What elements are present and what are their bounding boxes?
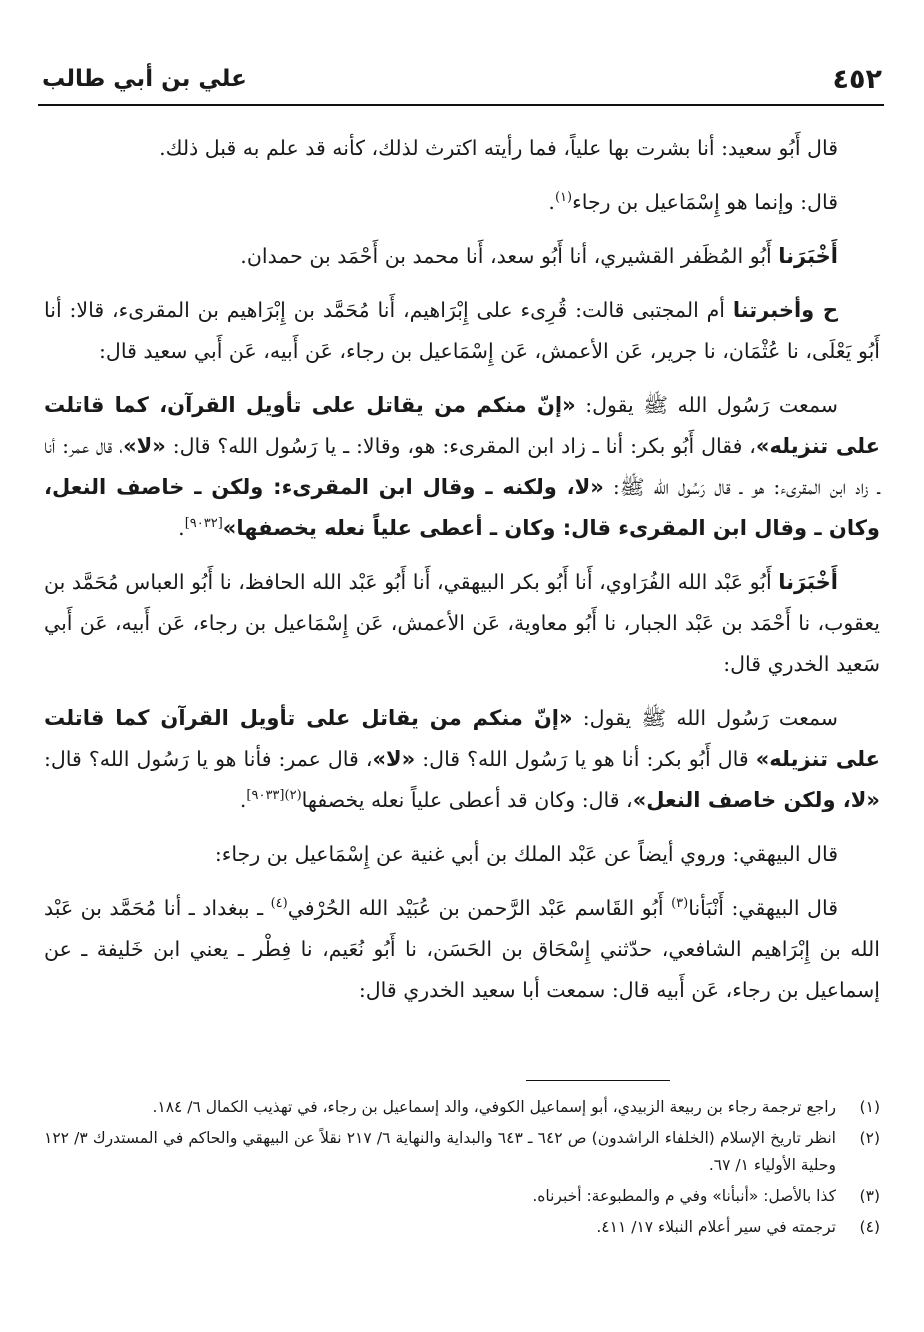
page-number: ٤٥٢	[832, 64, 882, 95]
bold-phrase: أَخْبَرَنا	[778, 244, 838, 268]
text-run: أَبُو المُظَفر القشيري، أنا أَبُو سعد، أَنا محمد بن أَحْمَد بن حمدان.	[240, 244, 779, 268]
text-run: أَبُو عَبْد الله الفُرَاوي، أَنا أَبُو بكر البيهقي، أَنا أَبُو عَبْد الله الحافظ، نا أَبُو العباس مُحَمَّد بن يعقوب، نا أَحْمَد بن عَبْد الجبار، نا أَبُو معاوية، عَن الأعمش، عَن إِسْمَاعيل بن رجاء، عَن أَبيه، عَن أَبي سَعيد الخدري قال:	[44, 570, 880, 676]
paragraph	[44, 182, 880, 223]
footnote-marker: (٣)	[671, 896, 689, 912]
bold-phrase: «لا»	[123, 434, 166, 458]
footnote	[44, 1183, 880, 1210]
text-run: قال أَبُو سعيد: أنا بشرت بها علياً، فما رأيته اكترث لذلك، كأنه قد علم به قبل ذلك.	[159, 136, 838, 160]
paragraph	[44, 236, 880, 277]
text-run: ، قال عمر: أنا ـ زاد ابن المقرىء: هو ـ قال رَسُول الله ﷺ:	[44, 434, 880, 499]
text-run: .	[239, 788, 247, 812]
text-run: ـ ببغداد ـ أنا مُحَمَّد بن عَبْد الله بن إِبْرَاهيم الشافعي، حدّثني إِسْحَاق بن الحَسَن، نا أَبُو نُعَيم، نا فِطْر ـ يعني ابن خَليفة ـ عن إسماعيل بن رجاء، عَن أَبيه قال: سمعت أبا سعيد الخدري قال:	[44, 896, 880, 1002]
footnote	[44, 1094, 880, 1121]
text-run: ، قال عمر: فأنا هو يا رَسُول الله؟ قال:	[44, 747, 373, 771]
footnote-text: انظر تاريخ الإسلام (الخلفاء الراشدون) ص ٦٤٢ ـ ٦٤٣ والبداية والنهاية ٦/ ٢١٧ نقلاً عن البيهقي والحاكم في المستدرك ٣/ ١٢٢ وحلية الأولياء ١/ ٦٧.	[44, 1129, 836, 1174]
paragraph	[44, 128, 880, 169]
text-run: سمعت رَسُول الله ﷺ يقول:	[572, 706, 838, 730]
text-run: سمعت رَسُول الله ﷺ يقول:	[575, 393, 838, 417]
footnote-number: (٢)	[859, 1129, 880, 1147]
bold-phrase: «لا»	[372, 747, 416, 771]
footnote-marker: (١)	[554, 190, 573, 206]
text-run: أم المجتبى قالت: قُرِىء على إِبْرَاهيم، أَنا مُحَمَّد بن إِبْرَاهيم بن المقرىء، قالا: أنا أَبُو يَعْلَى، نا عُثْمَان، نا جرير، عَن الأعمش، عَن إِسْمَاعيل بن رجاء، عَن أَبيه، عَن أَبي سعيد قال:	[44, 298, 880, 363]
bold-phrase: ح وأخبرتنا	[732, 298, 838, 322]
running-title: علي بن أبي طالب	[42, 66, 247, 92]
footnote	[44, 1214, 880, 1241]
footnote-text: ترجمته في سير أعلام النبلاء ١٧/ ٤١١.	[596, 1218, 836, 1236]
paragraph	[44, 888, 880, 1011]
paragraph	[44, 385, 880, 549]
text-run: .	[548, 190, 555, 214]
text-run: قال البيهقي: وروي أيضاً عن عَبْد الملك بن أبي غنية عن إِسْمَاعيل بن رجاء:	[214, 842, 838, 866]
main-text	[44, 128, 880, 1024]
footnote-number: (١)	[859, 1098, 880, 1116]
footnote	[44, 1125, 880, 1179]
bold-phrase: أَخْبَرَنا	[778, 570, 838, 594]
footnote-text: راجع ترجمة رجاء بن ربيعة الزبيدي، أبو إسماعيل الكوفي، والد إسماعيل بن رجاء، في تهذيب الكمال ٦/ ١٨٤.	[152, 1098, 836, 1116]
text-run: ، قال: وكان قد أعطى علياً نعله يخصفها	[301, 788, 633, 812]
paragraph	[44, 834, 880, 875]
paragraph	[44, 562, 880, 685]
footnotes	[44, 1094, 880, 1245]
bold-phrase: «إنّ منكم من يقاتل على تأويل القرآن كما قاتلت على تنزيله»	[44, 706, 880, 771]
text-run: أَبُو القَاسم عَبْد الرَّحمن بن عُبَيْد الله الحُرْفي	[287, 896, 672, 920]
text-run: .	[178, 516, 185, 540]
text-run: قال البيهقي: أَنْبَأنا	[688, 896, 838, 920]
footnote-marker: (٤)	[270, 896, 288, 912]
bold-phrase: «إنّ منكم من يقاتل على تأويل القرآن، كما قاتلت على تنزيله»	[44, 393, 880, 458]
text-run: ، فقال أَبُو بكر: أنا ـ زاد ابن المقرىء: هو، وقالا: ـ يا رَسُول الله؟ قال:	[165, 434, 756, 458]
footnote-text: كذا بالأصل: «أنبأنا» وفي م والمطبوعة: أخبرناه.	[532, 1187, 836, 1205]
footnote-marker: (٢)[٩٠٣٣]	[246, 788, 302, 804]
page-header	[38, 60, 884, 106]
paragraph	[44, 698, 880, 821]
text-run: قال أَبُو بكر: أنا هو يا رَسُول الله؟ قال:	[415, 747, 756, 771]
footnote-number: (٣)	[859, 1187, 880, 1205]
footnote-marker: [٩٠٣٢]	[184, 516, 223, 532]
footnote-number: (٤)	[859, 1218, 880, 1236]
bold-phrase: «لا، ولكنه ـ وقال ابن المقرىء: ولكن ـ خاصف النعل، وكان ـ وقال ابن المقرىء قال: وكان ـ أعطى علياً نعله يخصفها»	[44, 475, 880, 540]
bold-phrase: «لا، ولكن خاصف النعل»	[632, 788, 880, 812]
paragraph	[44, 290, 880, 372]
text-run: قال: وإنما هو إِسْمَاعيل بن رجاء	[572, 190, 838, 214]
footnote-separator	[526, 1080, 670, 1081]
